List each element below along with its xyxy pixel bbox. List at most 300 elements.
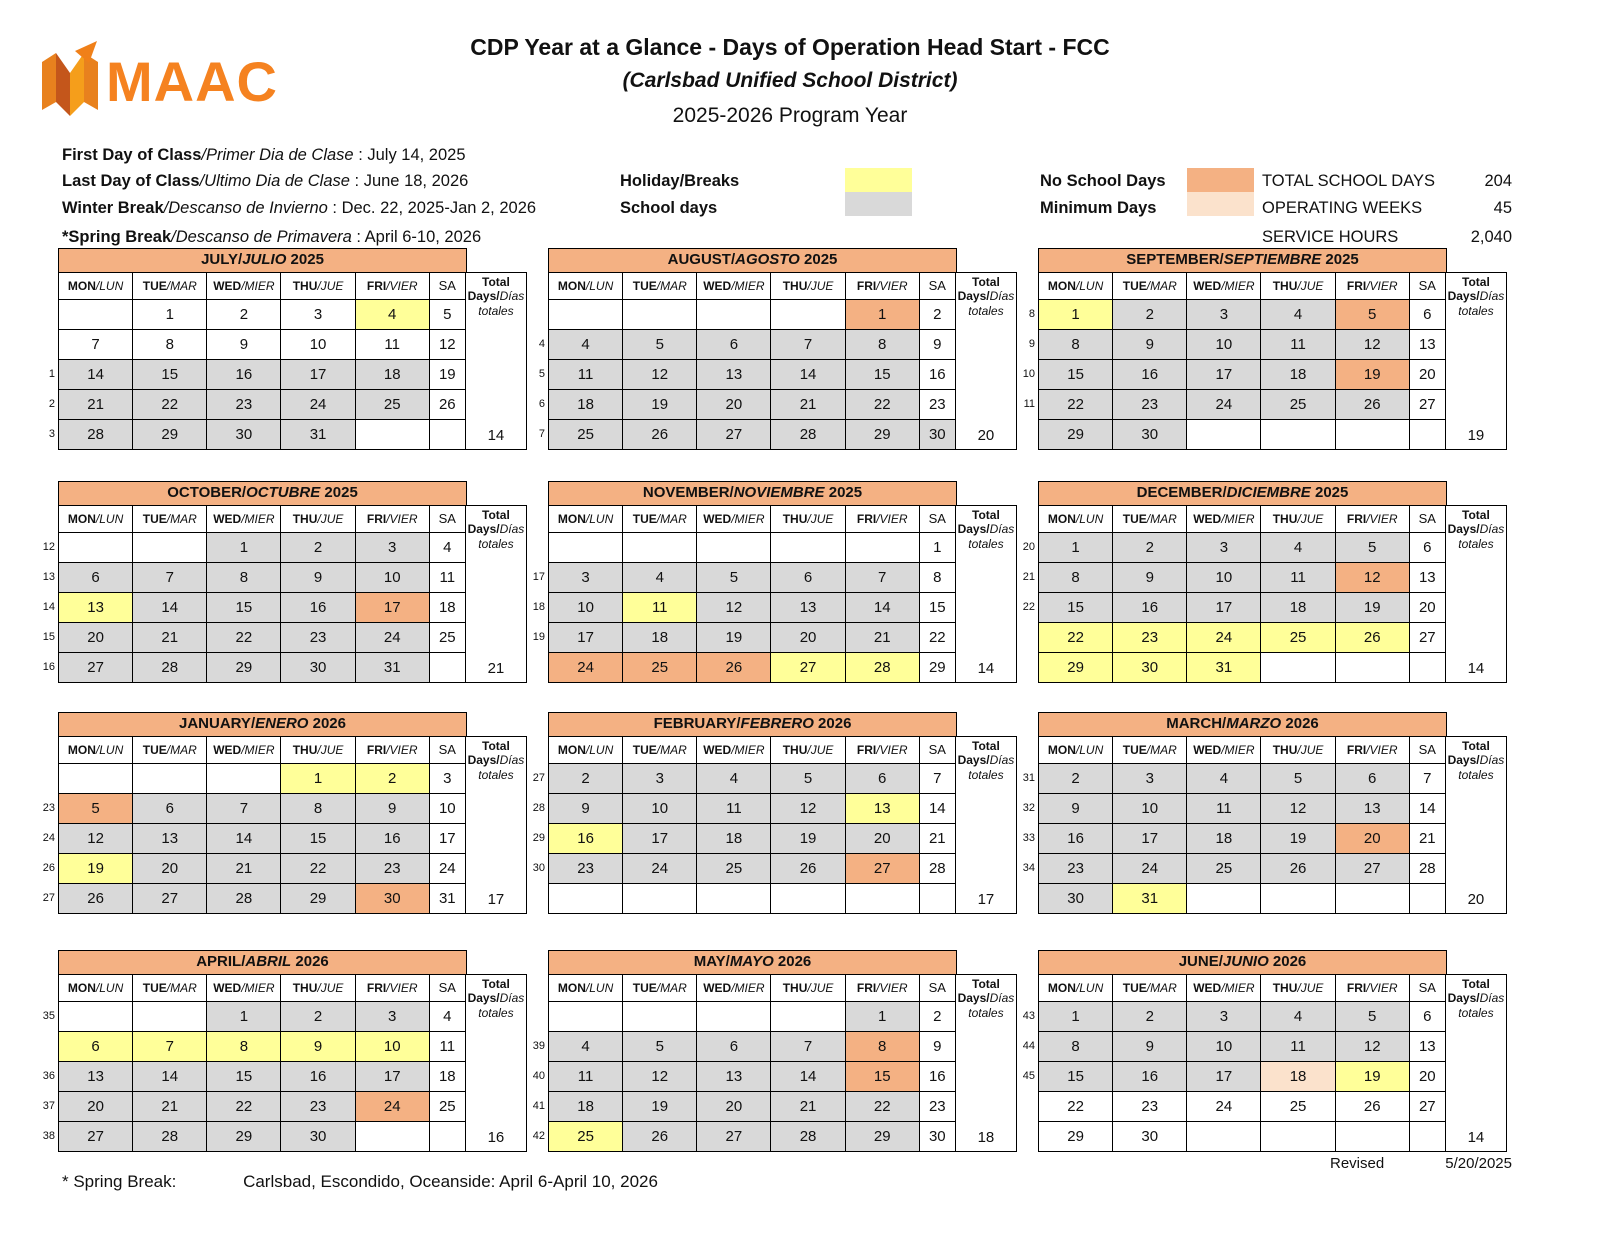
day-cell: 4: [549, 329, 623, 359]
total-days-header: Total Days/Días totales: [957, 507, 1015, 551]
weekday-header: TUE/MAR: [1113, 974, 1187, 1001]
day-cell: [1409, 883, 1445, 913]
day-cell: 31: [355, 652, 429, 682]
day-cell: 6: [697, 329, 771, 359]
day-cell: 4: [697, 763, 771, 793]
saturday-header: SA: [1409, 505, 1445, 532]
day-cell: 13: [59, 1061, 133, 1091]
service-hours-value: 2,040: [1470, 228, 1512, 246]
day-cell: 13: [59, 592, 133, 622]
week-number: [1020, 883, 1037, 913]
day-cell: 1: [845, 1001, 919, 1031]
day-cell: [549, 1001, 623, 1031]
day-cell: 16: [355, 823, 429, 853]
total-days-column: [1445, 505, 1506, 682]
legend-school-swatch: [845, 192, 912, 216]
day-cell: 15: [1039, 592, 1113, 622]
total-days-header: Total Days/Días totales: [957, 976, 1015, 1020]
day-cell: 3: [1113, 763, 1187, 793]
day-cell: 26: [59, 883, 133, 913]
day-cell: [549, 299, 623, 329]
day-cell: 10: [429, 793, 465, 823]
day-cell: 27: [59, 652, 133, 682]
day-cell: 12: [771, 793, 845, 823]
week-number: [1020, 1121, 1037, 1151]
weekday-header: THU/JUE: [771, 736, 845, 763]
day-cell: 24: [1187, 389, 1261, 419]
day-cell: 8: [1039, 1031, 1113, 1061]
day-cell: 8: [845, 1031, 919, 1061]
total-days-header: Total Days/Días totales: [467, 507, 525, 551]
day-cell: 22: [1039, 1091, 1113, 1121]
weekday-header: WED/MIER: [1187, 505, 1261, 532]
day-cell: 2: [1113, 1001, 1187, 1031]
day-cell: 20: [59, 1091, 133, 1121]
day-cell: [1409, 652, 1445, 682]
day-cell: 18: [697, 823, 771, 853]
day-cell: 29: [1039, 1121, 1113, 1151]
weekday-header: THU/JUE: [281, 272, 355, 299]
day-cell: 24: [1187, 1091, 1261, 1121]
day-cell: 28: [845, 652, 919, 682]
week-number-column: [1020, 712, 1037, 913]
day-cell: 26: [429, 389, 465, 419]
day-cell: 2: [355, 763, 429, 793]
day-cell: 5: [1335, 299, 1409, 329]
day-cell: 26: [697, 652, 771, 682]
months-grid: [40, 248, 1510, 1160]
day-cell: [549, 532, 623, 562]
week-number: 2: [48, 398, 55, 410]
day-cell: 20: [697, 1091, 771, 1121]
day-cell: 6: [845, 763, 919, 793]
day-cell: 22: [845, 389, 919, 419]
month-title-march: MARCH/MARZO 2026: [1038, 712, 1447, 737]
week-number: 14: [42, 601, 55, 613]
day-cell: 4: [1187, 763, 1261, 793]
week-number: 9: [1028, 338, 1035, 350]
week-number: 20: [1022, 541, 1035, 553]
weekday-header: WED/MIER: [1187, 736, 1261, 763]
week-number: 32: [1022, 802, 1035, 814]
total-days-column: [465, 736, 526, 913]
day-cell: 25: [549, 1121, 623, 1151]
day-cell: 16: [549, 823, 623, 853]
saturday-header: SA: [919, 272, 955, 299]
saturday-header: SA: [429, 974, 465, 1001]
day-cell: 12: [1335, 562, 1409, 592]
day-cell: [133, 763, 207, 793]
day-cell: 21: [845, 622, 919, 652]
day-cell: 9: [355, 793, 429, 823]
day-cell: 19: [623, 389, 697, 419]
day-cell: 29: [133, 419, 207, 449]
day-cell: 23: [1113, 1091, 1187, 1121]
week-number: [40, 329, 57, 359]
day-cell: 18: [1261, 359, 1335, 389]
day-cell: 16: [919, 359, 955, 389]
day-cell: 6: [771, 562, 845, 592]
day-cell: 11: [697, 793, 771, 823]
weekday-header: THU/JUE: [1261, 974, 1335, 1001]
day-cell: [697, 1001, 771, 1031]
total-days-header: Total Days/Días totales: [467, 738, 525, 782]
total-days-column: [465, 272, 526, 449]
day-cell: 9: [549, 793, 623, 823]
day-cell: 17: [1113, 823, 1187, 853]
day-cell: 24: [549, 652, 623, 682]
month-table-april: [58, 974, 527, 1152]
maac-logo: [34, 40, 314, 125]
day-cell: 15: [845, 359, 919, 389]
day-cell: 2: [919, 299, 955, 329]
day-cell: 14: [133, 1061, 207, 1091]
day-cell: 18: [1261, 592, 1335, 622]
day-cell: 10: [1187, 1031, 1261, 1061]
day-cell: 23: [1039, 853, 1113, 883]
day-cell: 21: [771, 389, 845, 419]
weekday-header: MON/LUN: [549, 736, 623, 763]
day-cell: 22: [845, 1091, 919, 1121]
day-cell: 22: [281, 853, 355, 883]
day-cell: [1187, 1121, 1261, 1151]
day-cell: 27: [1409, 1091, 1445, 1121]
day-cell: 11: [623, 592, 697, 622]
day-cell: 17: [281, 359, 355, 389]
day-cell: 23: [207, 389, 281, 419]
day-cell: 19: [1335, 359, 1409, 389]
day-cell: 25: [1261, 622, 1335, 652]
day-cell: 10: [549, 592, 623, 622]
day-cell: 9: [919, 1031, 955, 1061]
day-cell: 28: [59, 419, 133, 449]
day-cell: [355, 1121, 429, 1151]
day-cell: 6: [133, 793, 207, 823]
day-cell: 30: [281, 1121, 355, 1151]
month-march: [1020, 712, 1508, 914]
day-cell: 7: [207, 793, 281, 823]
day-cell: 29: [207, 1121, 281, 1151]
weekday-header: MON/LUN: [549, 505, 623, 532]
day-cell: 14: [1409, 793, 1445, 823]
weekday-header: TUE/MAR: [623, 974, 697, 1001]
day-cell: 16: [281, 1061, 355, 1091]
weekday-header: WED/MIER: [697, 272, 771, 299]
day-cell: 29: [281, 883, 355, 913]
month-title-june: JUNE/JUNIO 2026: [1038, 950, 1447, 975]
day-cell: 27: [845, 853, 919, 883]
weekday-header: THU/JUE: [1261, 272, 1335, 299]
day-cell: 5: [697, 562, 771, 592]
info-first-day: First Day of Class/Primer Dia de Clase : July 14, 2025: [62, 146, 466, 164]
day-cell: 2: [919, 1001, 955, 1031]
weekday-header: TUE/MAR: [1113, 505, 1187, 532]
day-cell: 25: [697, 853, 771, 883]
day-cell: 13: [697, 1061, 771, 1091]
day-cell: 19: [1335, 592, 1409, 622]
day-cell: [771, 299, 845, 329]
total-days-column: [465, 974, 526, 1151]
maac-logo-mark: [34, 40, 314, 120]
day-cell: 1: [845, 299, 919, 329]
week-number-column: [40, 950, 57, 1151]
day-cell: 18: [355, 359, 429, 389]
month-november: [530, 481, 1018, 683]
day-cell: 4: [429, 532, 465, 562]
day-cell: 27: [697, 419, 771, 449]
month-august: [530, 248, 1018, 450]
weekday-header: MON/LUN: [1039, 974, 1113, 1001]
month-july: [40, 248, 528, 450]
day-cell: 8: [207, 562, 281, 592]
day-cell: 4: [1261, 532, 1335, 562]
month-title-october: OCTOBER/OCTUBRE 2025: [58, 481, 467, 506]
day-cell: 7: [133, 562, 207, 592]
day-cell: 15: [1039, 1061, 1113, 1091]
saturday-header: SA: [919, 736, 955, 763]
week-number: [1020, 622, 1037, 652]
day-cell: [697, 883, 771, 913]
day-cell: 29: [1039, 652, 1113, 682]
day-cell: 3: [1187, 532, 1261, 562]
day-cell: 26: [1335, 389, 1409, 419]
day-cell: [59, 532, 133, 562]
day-cell: 7: [771, 329, 845, 359]
page-subtitle-year: 2025-2026 Program Year: [672, 104, 908, 127]
week-number: 5: [538, 368, 545, 380]
week-number: 12: [42, 541, 55, 553]
day-cell: 21: [919, 823, 955, 853]
day-cell: 3: [429, 763, 465, 793]
week-number-column: [40, 712, 57, 913]
day-cell: [1335, 1121, 1409, 1151]
day-cell: 12: [623, 359, 697, 389]
day-cell: [1261, 652, 1335, 682]
day-cell: 7: [59, 329, 133, 359]
saturday-header: SA: [919, 505, 955, 532]
day-cell: [697, 532, 771, 562]
day-cell: 30: [919, 419, 955, 449]
revised-label: Revised: [1330, 1155, 1385, 1172]
day-cell: 6: [1409, 299, 1445, 329]
day-cell: 4: [623, 562, 697, 592]
month-total-days: 14: [977, 660, 995, 677]
day-cell: 12: [1335, 329, 1409, 359]
day-cell: 30: [1113, 419, 1187, 449]
total-days-header: Total Days/Días totales: [957, 738, 1015, 782]
week-number: 30: [532, 862, 545, 874]
day-cell: 15: [1039, 359, 1113, 389]
day-cell: 27: [1409, 389, 1445, 419]
day-cell: 17: [355, 592, 429, 622]
day-cell: 27: [59, 1121, 133, 1151]
day-cell: [1261, 419, 1335, 449]
total-days-header: Total Days/Días totales: [957, 274, 1015, 318]
weekday-header: FRI/VIER: [845, 974, 919, 1001]
day-cell: 14: [59, 359, 133, 389]
day-cell: 19: [1261, 823, 1335, 853]
day-cell: 11: [429, 1031, 465, 1061]
week-number: 28: [532, 802, 545, 814]
month-table-december: [1038, 505, 1507, 683]
week-number: 18: [532, 601, 545, 613]
day-cell: 13: [1409, 562, 1445, 592]
day-cell: 7: [1409, 763, 1445, 793]
day-cell: 20: [1409, 1061, 1445, 1091]
info-last-day: Last Day of Class/Ultimo Dia de Clase : June 18, 2026: [62, 172, 469, 190]
week-number: 29: [532, 832, 545, 844]
week-number: 41: [532, 1100, 545, 1112]
weekday-header: FRI/VIER: [1335, 505, 1409, 532]
day-cell: 30: [1039, 883, 1113, 913]
day-cell: 16: [281, 592, 355, 622]
info-spring-break: *Spring Break/Descanso de Primavera : April 6-10, 2026: [62, 228, 482, 246]
weekday-header: FRI/VIER: [845, 272, 919, 299]
total-days-header: Total Days/Días totales: [1447, 738, 1505, 782]
month-total-days: 14: [1467, 660, 1485, 677]
day-cell: 25: [549, 419, 623, 449]
day-cell: 5: [771, 763, 845, 793]
day-cell: 22: [1039, 622, 1113, 652]
day-cell: 25: [1187, 853, 1261, 883]
day-cell: 2: [281, 1001, 355, 1031]
day-cell: [1335, 652, 1409, 682]
month-table-october: [58, 505, 527, 683]
day-cell: 28: [207, 883, 281, 913]
month-table-november: [548, 505, 1017, 683]
week-number: 22: [1022, 601, 1035, 613]
day-cell: 30: [919, 1121, 955, 1151]
day-cell: 1: [919, 532, 955, 562]
day-cell: 18: [623, 622, 697, 652]
day-cell: 24: [355, 1091, 429, 1121]
day-cell: [59, 299, 133, 329]
day-cell: 3: [355, 532, 429, 562]
day-cell: 13: [133, 823, 207, 853]
week-number-column: [530, 481, 547, 682]
legend-holiday-swatch: [845, 168, 912, 192]
day-cell: 26: [1335, 1091, 1409, 1121]
weekday-header: TUE/MAR: [133, 272, 207, 299]
month-table-march: [1038, 736, 1507, 914]
day-cell: [623, 299, 697, 329]
week-number-column: [530, 712, 547, 913]
day-cell: 3: [355, 1001, 429, 1031]
day-cell: [623, 883, 697, 913]
day-cell: 17: [623, 823, 697, 853]
day-cell: 5: [1335, 1001, 1409, 1031]
day-cell: 19: [623, 1091, 697, 1121]
day-cell: 23: [1113, 622, 1187, 652]
month-total-days: 17: [977, 891, 995, 908]
month-total-days: 20: [1467, 891, 1485, 908]
week-number: 23: [42, 802, 55, 814]
day-cell: 3: [1187, 299, 1261, 329]
month-january: [40, 712, 528, 914]
week-number: 21: [1022, 571, 1035, 583]
weekday-header: THU/JUE: [771, 272, 845, 299]
day-cell: [133, 1001, 207, 1031]
day-cell: [1261, 883, 1335, 913]
total-days-header: Total Days/Días totales: [467, 976, 525, 1020]
day-cell: 12: [429, 329, 465, 359]
day-cell: 26: [623, 1121, 697, 1151]
weekday-header: TUE/MAR: [133, 736, 207, 763]
day-cell: 11: [1261, 1031, 1335, 1061]
day-cell: 26: [771, 853, 845, 883]
day-cell: 22: [133, 389, 207, 419]
week-number: 24: [42, 832, 55, 844]
info-winter-break: Winter Break/Descanso de Invierno : Dec. 22, 2025-Jan 2, 2026: [62, 199, 537, 217]
day-cell: 23: [919, 1091, 955, 1121]
day-cell: 14: [771, 1061, 845, 1091]
month-october: [40, 481, 528, 683]
day-cell: 3: [549, 562, 623, 592]
day-cell: 9: [1113, 562, 1187, 592]
month-april: [40, 950, 528, 1152]
day-cell: 23: [919, 389, 955, 419]
day-cell: 20: [59, 622, 133, 652]
day-cell: 1: [1039, 1001, 1113, 1031]
week-number: [530, 532, 547, 562]
operating-weeks-label: OPERATING WEEKS: [1262, 199, 1423, 217]
day-cell: 29: [207, 652, 281, 682]
day-cell: [1409, 419, 1445, 449]
day-cell: 28: [771, 419, 845, 449]
weekday-header: WED/MIER: [1187, 974, 1261, 1001]
day-cell: 20: [771, 622, 845, 652]
day-cell: 3: [623, 763, 697, 793]
day-cell: 3: [1187, 1001, 1261, 1031]
week-number: 6: [538, 398, 545, 410]
saturday-header: SA: [429, 272, 465, 299]
day-cell: 11: [1187, 793, 1261, 823]
weekday-header: MON/LUN: [59, 736, 133, 763]
day-cell: 25: [1261, 389, 1335, 419]
month-table-june: [1038, 974, 1507, 1152]
weekday-header: TUE/MAR: [133, 974, 207, 1001]
day-cell: 21: [207, 853, 281, 883]
day-cell: 27: [1409, 622, 1445, 652]
week-number: 10: [1022, 368, 1035, 380]
day-cell: 28: [133, 1121, 207, 1151]
day-cell: 13: [1335, 793, 1409, 823]
week-number: 33: [1022, 832, 1035, 844]
weekday-header: FRI/VIER: [1335, 974, 1409, 1001]
week-number: [1020, 1091, 1037, 1121]
weekday-header: WED/MIER: [207, 974, 281, 1001]
day-cell: [355, 419, 429, 449]
weekday-header: TUE/MAR: [623, 272, 697, 299]
total-days-column: [955, 974, 1016, 1151]
week-number-column: [40, 248, 57, 449]
weekday-header: MON/LUN: [549, 272, 623, 299]
day-cell: 4: [1261, 1001, 1335, 1031]
saturday-header: SA: [429, 736, 465, 763]
day-cell: 5: [429, 299, 465, 329]
day-cell: 23: [549, 853, 623, 883]
day-cell: 27: [771, 652, 845, 682]
month-table-may: [548, 974, 1017, 1152]
month-title-may: MAY/MAYO 2026: [548, 950, 957, 975]
day-cell: 5: [623, 329, 697, 359]
weekday-header: WED/MIER: [1187, 272, 1261, 299]
month-title-april: APRIL/ABRIL 2026: [58, 950, 467, 975]
day-cell: [429, 652, 465, 682]
day-cell: 24: [1113, 853, 1187, 883]
day-cell: 30: [281, 652, 355, 682]
day-cell: 24: [281, 389, 355, 419]
